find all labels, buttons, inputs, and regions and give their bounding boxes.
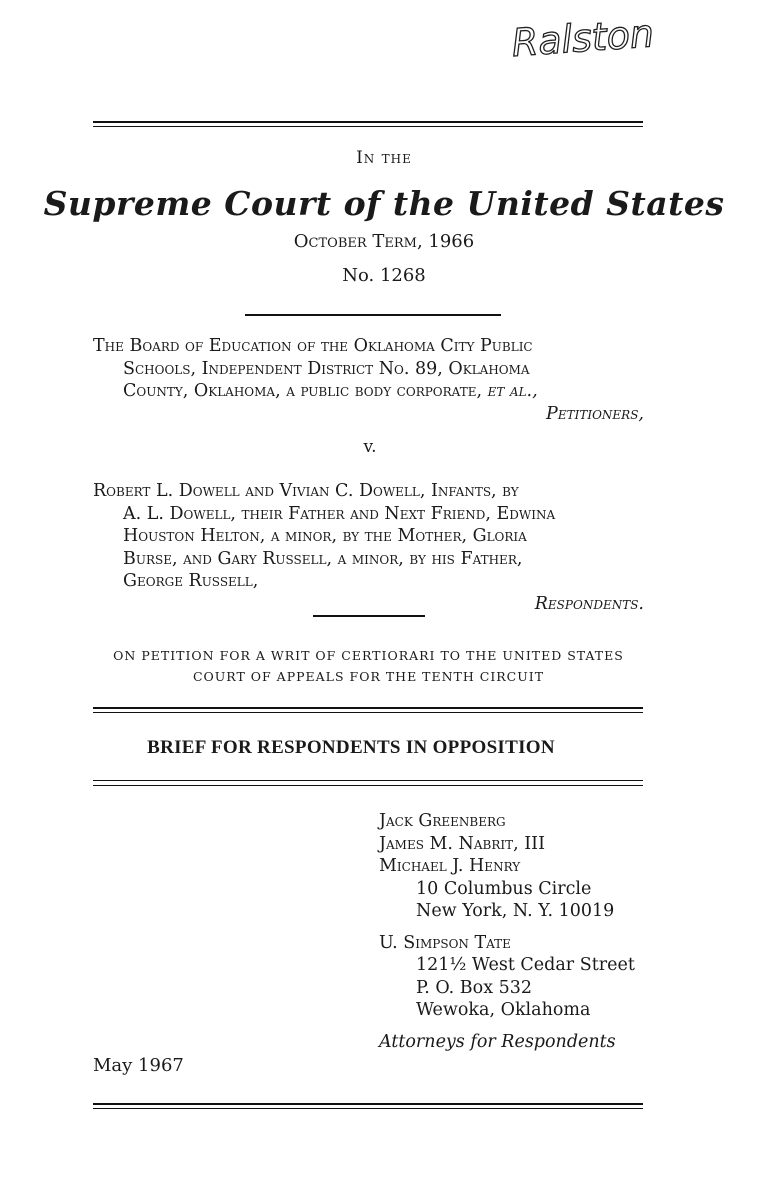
term: October Term, 1966: [293, 231, 475, 252]
respondents-role: Respondents.: [534, 593, 644, 614]
attorney-name: Jack Greenberg: [379, 811, 506, 831]
court-name: Supreme Court of the United States: [43, 184, 725, 223]
attorneys-role: Attorneys for Respondents: [379, 1031, 616, 1052]
top-rule: [93, 121, 643, 123]
respondents-line: Houston Helton, a minor, by the Mother, Gloria: [123, 526, 527, 546]
petition-line: ON PETITION FOR A WRIT OF CERTIORARI TO THE UNITED STATES: [113, 648, 624, 663]
in-the: In the: [356, 148, 412, 168]
versus: v.: [363, 437, 377, 457]
title-rule-top-inner: [93, 712, 643, 713]
brief-title: BRIEF FOR RESPONDENTS IN OPPOSITION: [147, 737, 555, 758]
petition-caption: [93, 645, 644, 687]
petitioners-block: [93, 335, 644, 425]
respondents-line: A. L. Dowell, their Father and Next Friend, Edwina: [123, 503, 556, 524]
petitioners-role: Petitioners,: [546, 403, 644, 424]
attorney-name: James M. Nabrit, III: [379, 833, 545, 854]
petition-line: COURT OF APPEALS FOR THE TENTH CIRCUIT: [192, 669, 545, 684]
bottom-rule: [93, 1103, 643, 1105]
et-al: et al.,: [487, 381, 538, 401]
attorney-name: Michael J. Henry: [379, 856, 521, 876]
top-rule-inner: [93, 126, 643, 127]
title-rule-bottom-inner: [93, 785, 643, 786]
attorney-name: U. Simpson Tate: [379, 932, 511, 953]
attorney-address: Wewoka, Oklahoma: [416, 1000, 591, 1020]
petitioners-line: County, Oklahoma, a public body corporate,: [123, 381, 488, 401]
respondents-line: Burse, and Gary Russell, a minor, by his Father,: [123, 548, 523, 569]
attorney-address: New York, N. Y. 10019: [416, 901, 615, 921]
title-rule-bottom: [93, 780, 643, 781]
divider: [245, 314, 501, 316]
respondents-block: [93, 480, 644, 615]
title-rule-top: [93, 707, 643, 709]
petitioners-line: Schools, Independent District No. 89, Oklahoma: [123, 358, 530, 379]
attorney-address: 121½ West Cedar Street: [416, 955, 635, 975]
respondents-line: Robert L. Dowell and Vivian C. Dowell, Infants, by: [93, 481, 519, 501]
case-number: No. 1268: [342, 265, 426, 286]
petitioners-line: The Board of Education of the Oklahoma City Public: [93, 336, 533, 356]
attorney-address: P. O. Box 532: [416, 977, 533, 998]
attorney-block: [379, 810, 649, 1053]
handwritten-annotation-text: Ralston: [510, 11, 656, 66]
handwritten-annotation: [500, 2, 710, 82]
respondents-line: George Russell,: [123, 571, 259, 591]
attorney-address: 10 Columbus Circle: [416, 878, 592, 899]
short-divider: [313, 615, 425, 617]
bottom-rule-inner: [93, 1108, 643, 1109]
filing-date: May 1967: [93, 1055, 184, 1076]
